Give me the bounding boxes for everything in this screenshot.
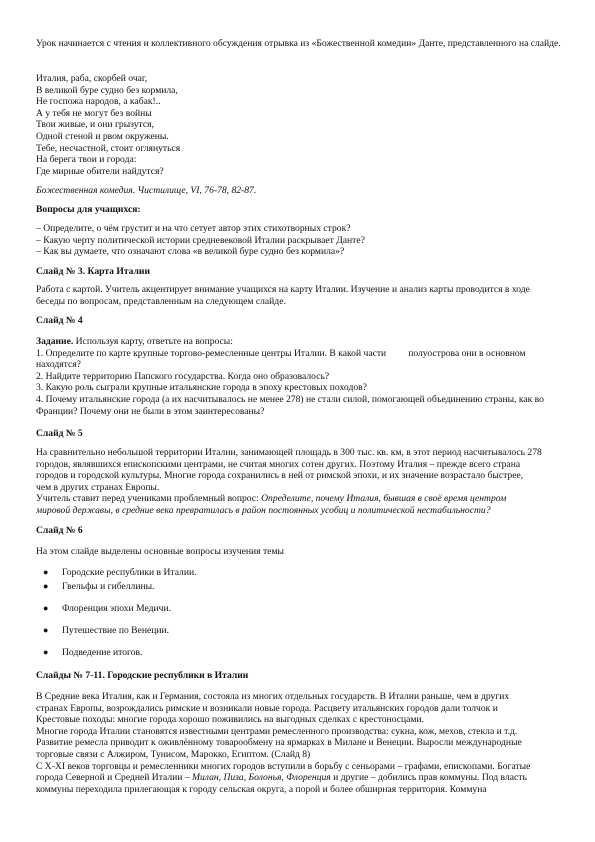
slide3-heading: [36, 266, 561, 278]
slide6-intro: [36, 546, 561, 558]
slide4-task-text: Используя карту, ответьте на вопросы:: [73, 336, 233, 347]
slide4-question-1-cont: находятся?: [36, 359, 81, 371]
slide5-heading-text: Слайд № 5: [36, 428, 83, 439]
slide4-q1-part-a: 1. Определите по карте крупные торгово-ремесленные центры Италии. В какой части: [36, 347, 387, 359]
intro-text: Урок начинается с чтения и коллективного обсуждения отрывка из «Божественной комедии» Данте, представленного на слайде.: [36, 38, 561, 49]
list-item: Подведение итогов.: [62, 647, 143, 658]
slide5-problem-label: Учитель ставит перед учениками проблемный вопрос:: [36, 493, 262, 505]
slide711-line8-part-b: и другие – добились прав коммуны. Под власть: [330, 772, 527, 784]
slide711-line: Развитие ремесла приводит к оживлённому товарообмену на ярмарках в Милане и Венеции. Выросли международные: [36, 737, 522, 749]
slide4-question-4-cont: Франции? Почему они не были в этом заинтересованы?: [36, 405, 265, 417]
questions-list: [36, 223, 561, 258]
poem-line: В великой буре судно без кормила,: [36, 84, 178, 96]
bullet-dot-icon: ●: [43, 647, 49, 657]
poem-line: На берега твои и города:: [36, 154, 137, 166]
slide4-q1-part-b: полуострова они в основном: [408, 347, 526, 359]
slide3-heading-text: Слайд № 3. Карта Италии: [36, 266, 150, 277]
poem-line: Тебе, несчастной, стоит оглянуться: [36, 142, 181, 154]
bullet-dot-icon: ●: [43, 603, 49, 613]
slide711-paragraph: [36, 691, 561, 795]
slide4-heading: [36, 315, 561, 327]
slide6-intro-text: На этом слайде выделены основные вопросы изучения темы: [36, 546, 284, 557]
question-item: – Как вы думаете, что означают слова «в великой буре судно без кормила»?: [36, 246, 345, 258]
questions-heading: [36, 204, 561, 216]
slide4-block: [36, 336, 561, 417]
questions-heading-text: Вопросы для учащихся:: [36, 204, 141, 215]
slide3-text-line: беседы по вопросам, представленным на следующем слайде.: [36, 295, 286, 307]
slide711-city-names: Милан, Пиза, Болонья, Флоренция: [192, 772, 331, 784]
slide711-line: Многие города Италии становятся известными центрами ремесленного производства: сукна, кож, мехов, стекла и т.д.: [36, 725, 518, 737]
question-item: – Определите, о чём грустит и на что сетует автор этих стихотворных строк?: [36, 223, 351, 234]
slide711-line-8: [36, 772, 561, 784]
poem-line: Не госпожа народов, а кабак!..: [36, 96, 161, 108]
slide5-problem-question: Определите, почему Италия, бывшая в своё время центром: [261, 493, 507, 505]
slide711-line8-part-a: города Северной и Средней Италии –: [36, 772, 193, 784]
poem-line: Италия, раба, скорбей очаг,: [36, 73, 148, 84]
slide6-heading: [36, 525, 561, 537]
list-item: Городские республики в Италии.: [62, 567, 197, 578]
slide711-line: странах Европы, возрождались римские и возникали новые города. Расцвету итальянских городов дали толчок и: [36, 702, 498, 714]
slide4-question-3: 3. Какую роль сыграли крупные итальянские города в эпоху крестовых походов?: [36, 382, 367, 394]
slide4-question-1: [36, 348, 561, 360]
slide5-line: На сравнительно небольшой территории Италии, занимающей площадь в 300 тыс. кв. км, в этот период насчитывалось 278: [36, 447, 542, 458]
slide3-text-line: Работа с картой. Учитель акцентирует внимание учащихся на карту Италии. Изучение и анализ карты проводится в ходе: [36, 284, 530, 295]
slide5-problem-cont: мировой державы, в средние века превратилась в район постоянных усобиц и политической нестабильности?: [36, 504, 491, 516]
poem-line: А у тебя не могут без войны: [36, 107, 152, 119]
poem-line: Твои живые, и они грызутся,: [36, 119, 154, 131]
slide4-task-label: Задание.: [36, 336, 74, 347]
question-item: – Какую черту политической истории средневековой Италии раскрывает Данте?: [36, 234, 365, 246]
slide711-line: Крестовые походы: многие города хорошо поживились на выгодных сделках с крестоносцами.: [36, 714, 424, 726]
slide5-paragraph: [36, 447, 561, 517]
slide5-line: городов, являвшихся епископскими центрами, не считая многих сотен других. Поэтому Италия – прежде всего страна: [36, 458, 521, 470]
list-item: Путешествие по Венеции.: [62, 625, 170, 636]
intro-paragraph: [36, 38, 561, 50]
slide711-heading: [36, 670, 561, 682]
poem-line: Одной стеной и рвом окружены.: [36, 130, 169, 142]
slide711-line: коммуны переходила прилегающая к городу сельская округа, а порой и более обширная территория. Коммуна: [36, 783, 487, 795]
slide711-line: С X-XI веков торговцы и ремесленники многих городов вступили в борьбу с сеньорами – графами, епископами. Богатые: [36, 760, 531, 772]
slide711-line: торговые связи с Алжиром, Тунисом, Марокко, Египтом. (Слайд 8): [36, 748, 311, 760]
slide3-paragraph: [36, 284, 561, 307]
poem-line: Где мирные обители найдутся?: [36, 165, 164, 177]
slide4-task: [36, 336, 561, 348]
slide5-line: чем в других странах Европы.: [36, 481, 160, 493]
slide711-line: В Средние века Италия, как и Германия, состояла из многих отдельных государств. В Италии раньше, чем в других: [36, 691, 510, 702]
list-item: Флоренция эпохи Медичи.: [62, 603, 172, 614]
slide711-heading-text: Слайды № 7-11. Городские республики в Италии: [36, 670, 249, 681]
slide5-problem: [36, 493, 561, 505]
slide5-heading: [36, 428, 561, 440]
bullet-dot-icon: ●: [43, 567, 49, 577]
slide6-heading-text: Слайд № 6: [36, 525, 83, 536]
slide5-line: городов и городской культуры. Многие города сохранились в ней от римской эпохи, и их значение возрастало быстрее,: [36, 470, 524, 482]
list-item: Гвельфы и гибеллины.: [62, 581, 155, 592]
poem-source-text: Божественная комедия. Чистилище, VI, 76-78, 82-87.: [36, 185, 257, 196]
slide4-question-2: 2. Найдите территорию Папского государства. Когда оно образовалось?: [36, 370, 330, 382]
slide4-question-4: 4. Почему итальянские города (а их насчитывалось не менее 278) не стали силой, помогающей объединению страны, как во: [36, 393, 544, 405]
poem-block: [36, 73, 561, 177]
poem-source: [36, 185, 561, 197]
bullet-dot-icon: ●: [43, 625, 49, 635]
bullet-dot-icon: ●: [43, 581, 49, 591]
slide4-heading-text: Слайд № 4: [36, 315, 83, 326]
